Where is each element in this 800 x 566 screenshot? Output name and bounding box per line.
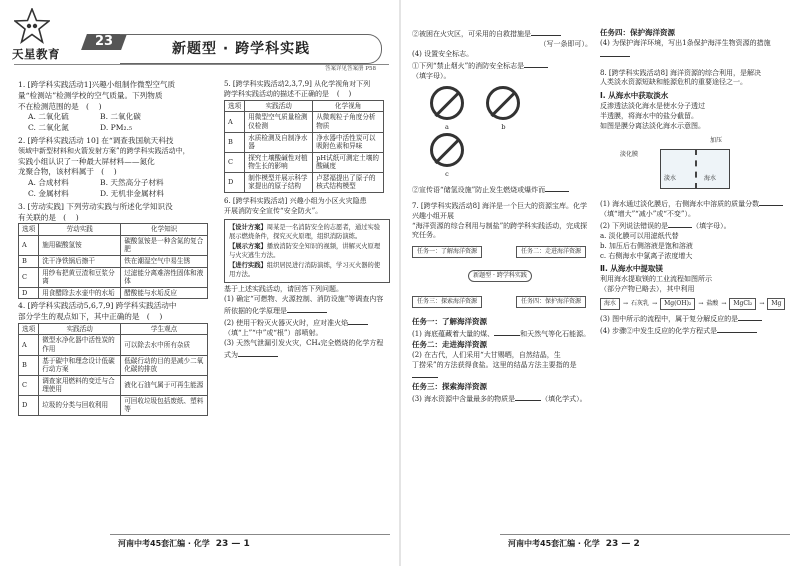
fire-safety-signs: a b c (430, 86, 592, 180)
question-2: 2. [跨学科实践活动 10] 在“调查我国航天科技 领域中新型材料和火箭发射方案”的跨学科实践活动中， 实践小组认识了一种最大屏材料——氮化 龙聚合物，该材料属于 ( ) A. 合成材料 B. 天然高分子材料 C. 金属材料 D. 无机非金属材料 (18, 135, 190, 198)
footer-right: 河南中考45套汇编 · 化学 23 — 2 (508, 539, 640, 549)
left-column (18, 80, 216, 418)
arrow-icon: → (721, 299, 727, 307)
arrow-icon: → (698, 299, 704, 307)
header-divider (14, 64, 389, 65)
q5-table: 选项 实践活动 化学视角 A 用微型空气质量检测仪检测 从微观粒子角度分析物质 B 水质检测及自制净水器 净水器中活性炭可以吸附色素和异味 C 探究土壤酸碱性对植物生长的影响 pH试纸可测定土壤的酸碱度 D 制作模型并展示科学家提出的原子结构 卢瑟福提出了原子的核式结构模型 (224, 100, 384, 193)
footer-divider (500, 534, 790, 535)
no-flame-sign-icon (430, 133, 464, 167)
no-fire-sign-icon (430, 86, 464, 120)
q6-continued: ②被困在火灾区，可采用的自救措施是 （写一条即可）。 (4) 设置安全标志。 ①下列“禁止烟火”的消防安全标志是 （填字母）。 (412, 30, 592, 80)
footer-divider (110, 534, 390, 535)
ocean-resource-diagram: 任务一：了解海洋资源 任务二：走进海洋资源 新题型 · 跨学科实践 任务三：探索海洋资源 任务四：保护海洋资源 (412, 244, 588, 314)
arrow-icon: → (759, 299, 765, 307)
right-second-column: 任务四：保护海洋资源 (4) 为保护海洋环境，写出1条保护海洋生物资源的措施 8. [跨学科实践活动8] 海洋资源的综合利用，是解决 人类淡水资源短缺和能源危机的重要途径之一。 Ⅰ. 从海水中获取淡水 反渗透法淡化海水是使水分子透过 半透膜，将海水中的盐分截留。 如图是膜分离法淡化海水示意图。 加压 淡化膜 淡水 海水 (1) 海水通过淡化膜后，右侧海水中溶质的质量分数（填“增大”“减小”或“不变”）。 (2) 下列说法错误的是 （填字母）。 a. 淡化膜可以用滤纸代替 b. 加压后右侧溶液是饱和溶液 c. 右侧海水中氯离子浓度增大 Ⅱ. 从海水中提取镁 利用海水提取镁的工业流程如图所示 （部分产物已略去），其中利用 海水 → 石灰乳 → Mg(OH)₂ → 盐酸 → MgCl₂ → Mg (3) 图中所示的流程中，属于复分解反应的是 (4) 步骤②中发生反应的化学方程式是 (600, 28, 790, 339)
q4-table: 选项 实践活动 学生观点 A 微型水净化器中活性炭的作用 可以除去水中所有杂质 B 基于碳中和理念设计低碳行动方案 低碳行动的目的是减少二氧化碳的排放 C 调查家用燃料的变迁与合理使用 液化石油气属于可再生能源 D 垃圾的分类与回收利用 可回收垃圾包括废纸、塑料等 (18, 323, 208, 416)
question-6: 6. [跨学科实践活动] 兴趣小组为小区火灾隐患 开展消防安全宣传“安全防火”。 【设计方案】周某是一名消防安全的志愿者，通过实验展示燃烧条件，探究灭火原理，组织消防演练。 【展示方案】播放消防安全知识的视频，讲解灭火原理与火灾逃生方法。 【进行实践】组织居民进行消防演练，学习灭火器的使用方法。 基于上述实践活动，请回答下列问题。 (1) 确定“可燃物、火源控制、消防设施”等调查内容所依据的化学原理是 (2) 使用干粉灭火器灭火时，应对准火焰（填“上”“中”或“根”）部喷射。 (3) 天然气泄漏引发火灾，CH₄完全燃烧的化学方程式为 (224, 197, 390, 361)
no-smoking-sign-icon (486, 86, 520, 120)
footer-left: 河南中考45套汇编 · 化学 23 — 1 (118, 539, 250, 549)
middle-column (224, 80, 390, 363)
brand-logo (14, 8, 84, 64)
unit-number: 23 (81, 34, 127, 50)
right-first-column: ②被困在火灾区，可采用的自救措施是 （写一条即可）。 (4) 设置安全标志。 ①下列“禁止烟火”的消防安全标志是 （填字母）。 a b c ②宣传语“储氢设施”防止发生燃烧或爆炸而 7. [跨学科实践活动8] 海洋是一个巨大的资源宝库。化学兴趣小组开展 “海洋资源的综合利用与制盐”的跨学科实践活动，完成探究任务。 任务一：了解海洋资源 任务二：走进海洋资源 新题型 · 跨学科实践 任务三：探索海洋资源 任务四：保护海洋资源 任务一：了解海洋资源 (1) 海底蕴藏着大量的煤、 和天然气等化石能源。 任务二：走进海洋资源 (2) 在古代，人们采用“大甘赐晒，自然结晶，生 丁捞采”的方法获得食盐。这里的结晶方法主要指的是 任务三：探索海洋资源 (3) 海水资源中含量最多的物质是 （填化学式）。 (412, 30, 592, 404)
q6-frame: 【设计方案】周某是一名消防安全的志愿者，通过实验展示燃烧条件，探究灭火原理，组织消防演练。 【展示方案】播放消防安全知识的视频，讲解灭火原理与火灾逃生方法。 【进行实践】组织居民进行消防演练，学习灭火器的使用方法。 (224, 219, 390, 284)
question-3: 3. [劳动实践] 下列劳动实践与所述化学知识没 有关联的是 ( ) 选项 劳动实践 化学知识 A 施用碳酸氢铵 碳酸氢铵是一种含氮的复合肥 B 洗干净铁锅后擦干 铁在潮湿空气中易生锈 C 用纱布把黄豆渣和豆浆分离 过滤能分离难溶性固体和液体 D 用食醋除去水壶中的水垢 醋酸能与水垢反应 (18, 202, 216, 300)
q7-tasks: 任务一：了解海洋资源 (1) 海底蕴藏着大量的煤、 和天然气等化石能源。 任务二：走进海洋资源 (2) 在古代，人们采用“大甘赐晒，自然结晶，生 丁捞采”的方法获得食盐。这里的结晶方法主要指的是 任务三：探索海洋资源 (3) 海水资源中含量最多的物质是 （填化学式）。 (412, 317, 591, 404)
star-logo-icon (14, 8, 50, 44)
arrow-icon: → (652, 299, 658, 307)
right-page (400, 0, 800, 566)
question-7: 7. [跨学科实践活动8] 海洋是一个巨大的资源宝库。化学兴趣小组开展 “海洋资源的综合利用与制盐”的跨学科实践活动，完成探究任务。 (412, 201, 588, 240)
q3-table: 选项 劳动实践 化学知识 A 施用碳酸氢铵 碳酸氢铵是一种含氮的复合肥 B 洗干净铁锅后擦干 铁在潮湿空气中易生锈 C 用纱布把黄豆渣和豆浆分离 过滤能分离难溶性固体和液体 D 用食醋除去水壶中的水垢 醋酸能与水垢反应 (18, 223, 208, 299)
page-title: 新题型 · 跨学科实践 (172, 41, 311, 57)
magnesium-flow: 海水 → 石灰乳 → Mg(OH)₂ → 盐酸 → MgCl₂ → Mg (600, 298, 790, 310)
arrow-icon: → (623, 299, 629, 307)
answer-page-ref: 答案详见答案册 P58 (325, 66, 376, 72)
desalination-apparatus: 加压 淡化膜 淡水 海水 (600, 135, 780, 195)
question-5: 5. [跨学科实践活动2,3,7,9] 从化学视角对下列 跨学科实践活动的描述不正确的是 ( ) 选项 实践活动 化学视角 A 用微型空气质量检测仪检测 从微观粒子角度分析物质 B 水质检测及自制净水器 净水器中活性炭可以吸附色素和异味 C 探究土壤酸碱性对植物生长的影响 pH试纸可测定土壤的酸碱度 D 制作模型并展示科学家提出的原子结构 卢瑟福提出了原子的核式结构模型 (224, 80, 390, 193)
question-4: 4. [跨学科实践活动5,6,7,9] 跨学科实践活动中 部分学生的观点如下，其中正确的是 ( ) 选项 实践活动 学生观点 A 微型水净化器中活性炭的作用 可以除去水中所有杂质 B 基于碳中和理念设计低碳行动方案 低碳行动的目的是减少二氧化碳的排放 C 调查家用燃料的变迁与合理使用 液化石油气属于可再生能源 D 垃圾的分类与回收利用 可回收垃圾包括废纸、塑料等 (18, 301, 216, 416)
membrane (695, 149, 697, 189)
question-8: 8. [跨学科实践活动8] 海洋资源的综合利用，是解决 人类淡水资源短缺和能源危机的重要途径之一。 Ⅰ. 从海水中获取淡水 反渗透法淡化海水是使水分子透过 半透膜，将海水中的盐分截留。 如图是膜分离法淡化海水示意图。 (600, 68, 762, 130)
brand-name: 天星教育 (12, 47, 60, 61)
question-1: 1. [跨学科实践活动1]兴趣小组制作微型空气质 量“检测站”检测学校的空气质量。下列物质 不在检测范围的是 ( ) A. 二氧化硫 B. 二氧化碳 C. 二氧化氮 D. PM₂.₅ (18, 80, 176, 133)
